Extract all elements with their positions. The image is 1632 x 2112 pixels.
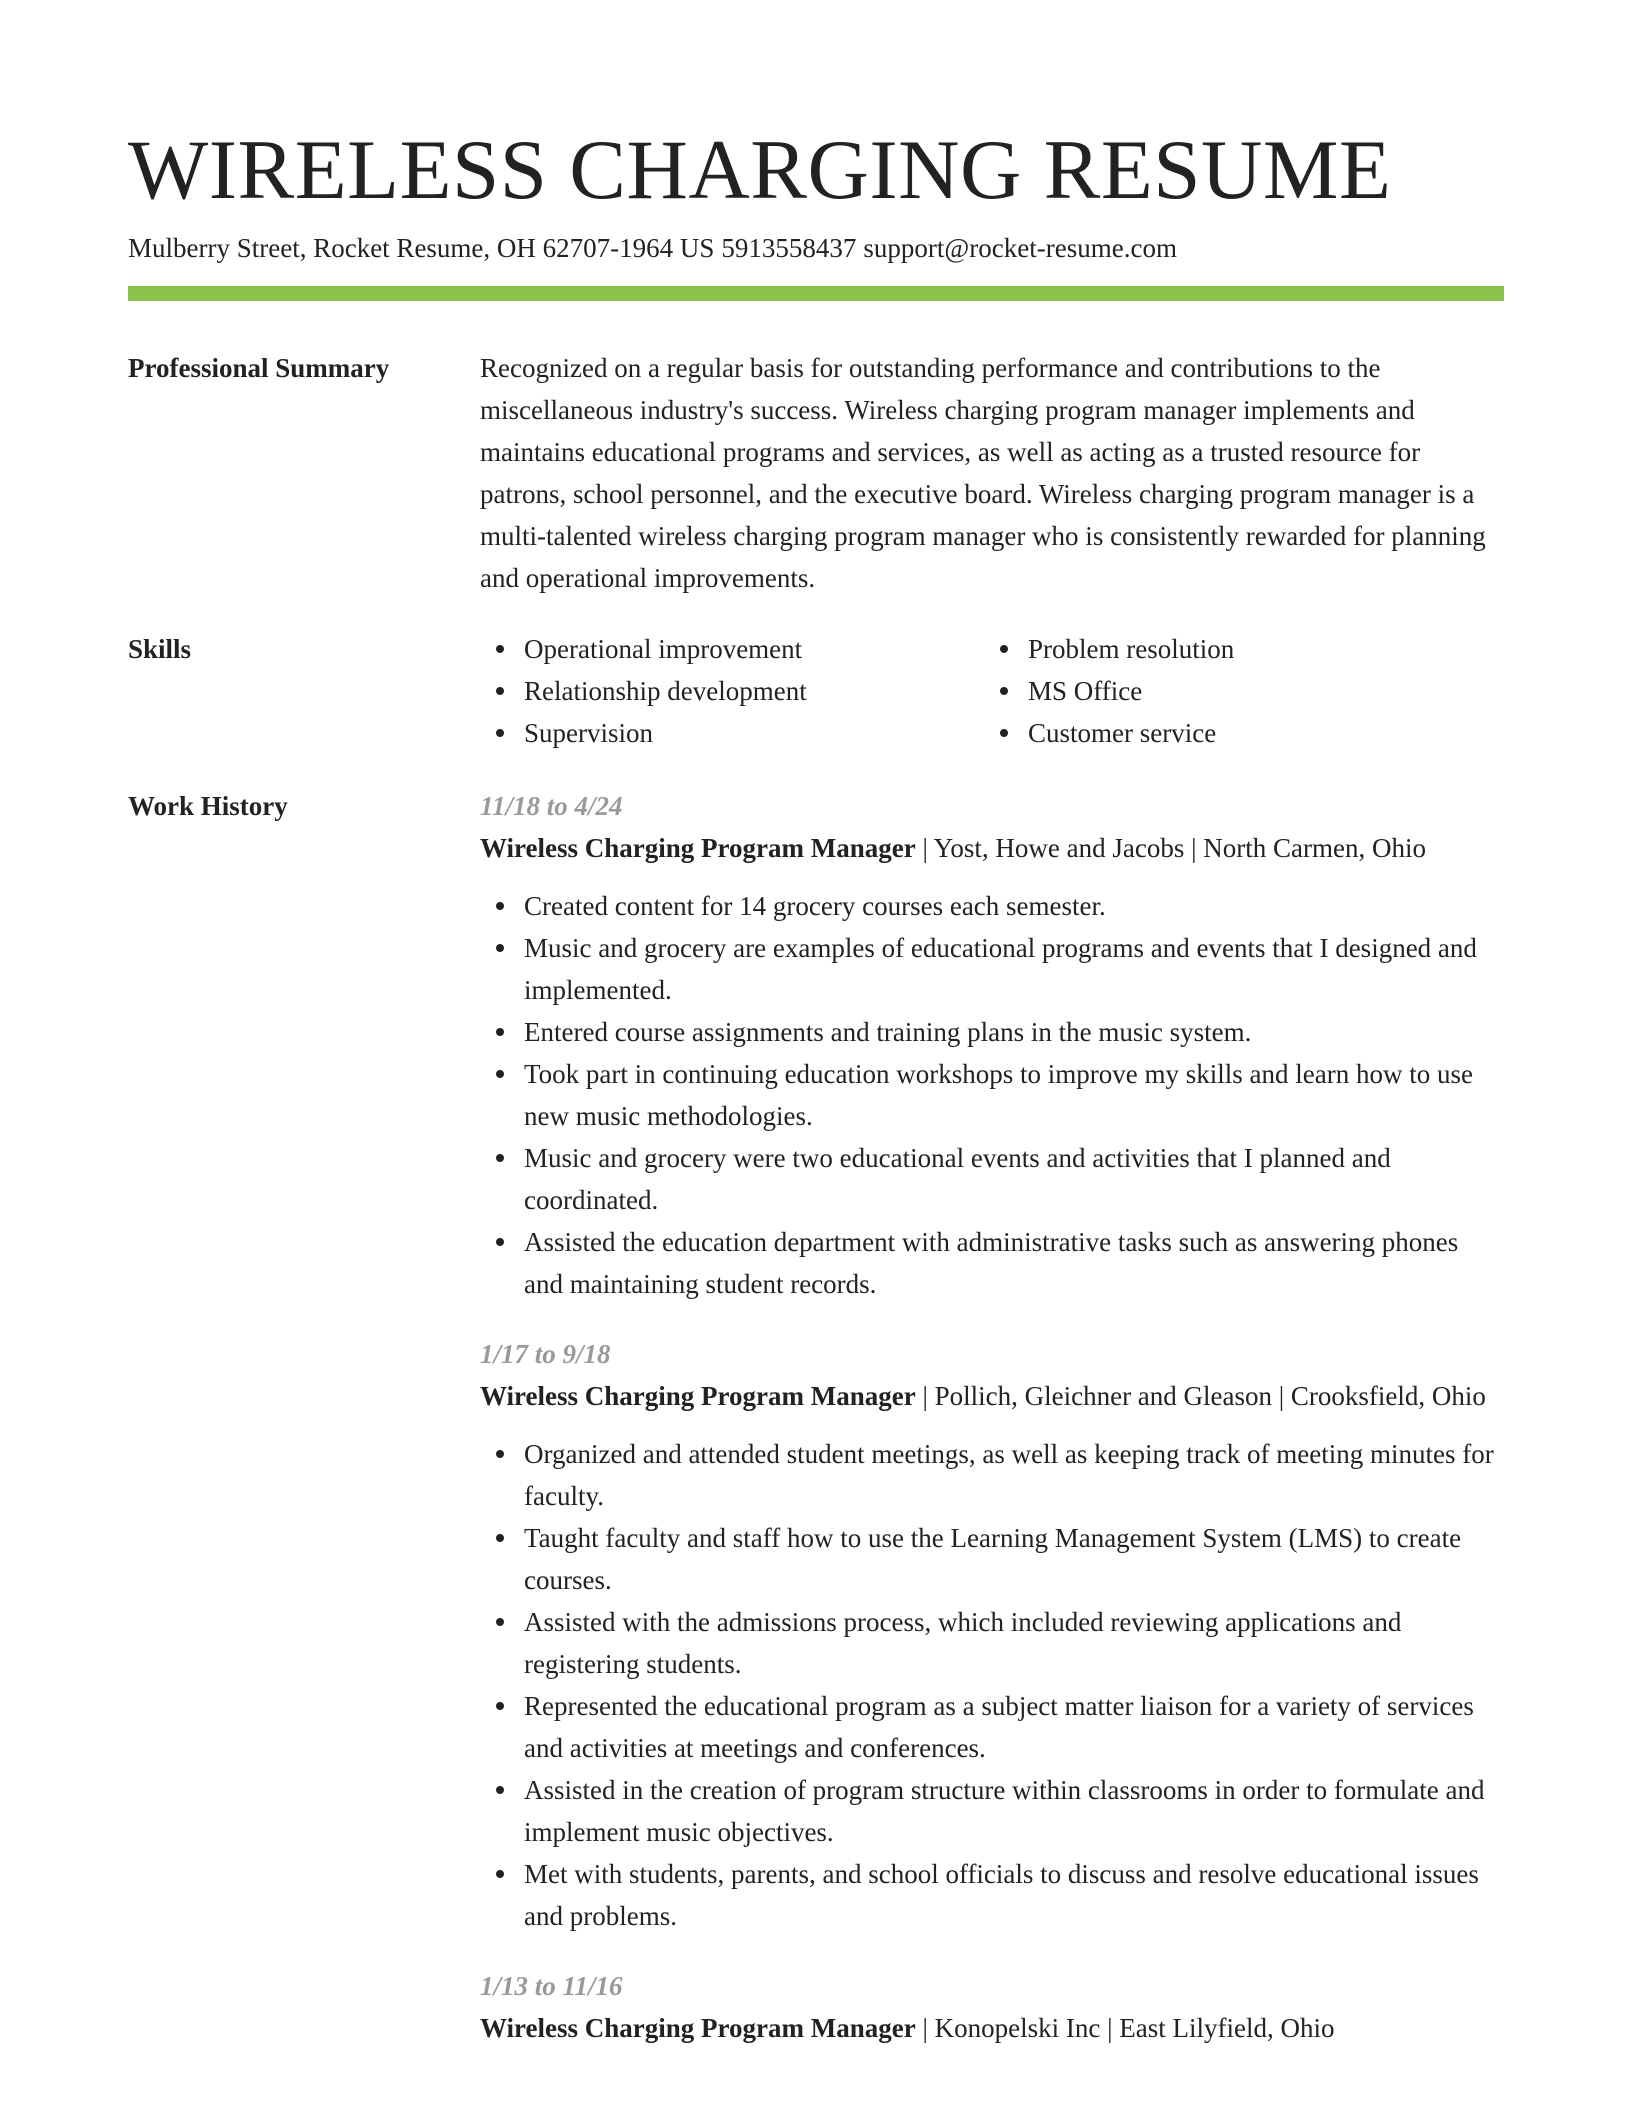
contact-email[interactable]: support@rocket-resume.com — [863, 233, 1177, 263]
summary-text: Recognized on a regular basis for outstanding performance and contributions to the miscellaneous industry's success. Wireless charging program manager implements and maintains educational programs and services, as well as acting as a trusted resource for patrons, school personnel, and the executive board. Wireless charging program manager is a multi-talented wireless charging program manager who is consistently rewarded for planning and operational improvements. — [480, 353, 1486, 593]
job-bullet: Assisted in the creation of program structure within classrooms in order to formulate and implement music objectives. — [480, 1769, 1504, 1853]
job-entry — [480, 1333, 1504, 1937]
resume-title: WIRELESS CHARGING RESUME — [128, 123, 1392, 217]
skill-item: Problem resolution — [984, 628, 1488, 670]
skills-grid — [480, 628, 1504, 754]
skills-heading: Skills — [128, 634, 192, 664]
job-dates: 1/13 to 11/16 — [480, 1971, 623, 2001]
job-bullet: Assisted with the admissions process, which included reviewing applications and registering students. — [480, 1601, 1504, 1685]
job-title: Wireless Charging Program Manager — [480, 1381, 916, 1411]
job-title: Wireless Charging Program Manager — [480, 2013, 916, 2043]
job-dates: 11/18 to 4/24 — [480, 791, 623, 821]
job-title-line — [480, 827, 1504, 869]
job-bullet: Music and grocery are examples of educational programs and events that I designed and implemented. — [480, 927, 1504, 1011]
job-entry — [480, 1965, 1504, 2049]
job-bullet: Taught faculty and staff how to use the Learning Management System (LMS) to create courses. — [480, 1517, 1504, 1601]
summary-heading: Professional Summary — [128, 353, 390, 383]
job-details: | Yost, Howe and Jacobs | North Carmen, Ohio — [915, 833, 1426, 863]
skill-item: Relationship development — [480, 670, 984, 712]
header-divider — [128, 286, 1504, 301]
skill-item: Supervision — [480, 712, 984, 754]
job-bullet: Entered course assignments and training plans in the music system. — [480, 1011, 1504, 1053]
job-bullet: Took part in continuing education workshops to improve my skills and learn how to use new music methodologies. — [480, 1053, 1504, 1137]
job-bullet: Created content for 14 grocery courses each semester. — [480, 885, 1504, 927]
job-title-line — [480, 2007, 1504, 2049]
job-entry — [480, 785, 1504, 1305]
job-bullets — [480, 1433, 1504, 1937]
skill-item: MS Office — [984, 670, 1488, 712]
job-bullet: Represented the educational program as a subject matter liaison for a variety of services and activities at meetings and conferences. — [480, 1685, 1504, 1769]
job-dates: 1/17 to 9/18 — [480, 1339, 611, 1369]
skill-item: Customer service — [984, 712, 1488, 754]
job-bullet: Assisted the education department with administrative tasks such as answering phones and maintaining student records. — [480, 1221, 1504, 1305]
contact-address: Mulberry Street, Rocket Resume, OH 62707-1964 US — [128, 233, 715, 263]
skills-column-left — [480, 628, 984, 754]
job-details: | Konopelski Inc | East Lilyfield, Ohio — [915, 2013, 1335, 2043]
job-bullet: Music and grocery were two educational events and activities that I planned and coordinated. — [480, 1137, 1504, 1221]
skill-item: Operational improvement — [480, 628, 984, 670]
skills-column-right — [984, 628, 1488, 754]
job-details: | Pollich, Gleichner and Gleason | Crooksfield, Ohio — [915, 1381, 1486, 1411]
work-history-heading: Work History — [128, 791, 288, 821]
contact-phone: 5913558437 — [721, 233, 857, 263]
job-title: Wireless Charging Program Manager — [480, 833, 916, 863]
job-title-line — [480, 1375, 1504, 1417]
job-bullet: Organized and attended student meetings, as well as keeping track of meeting minutes for faculty. — [480, 1433, 1504, 1517]
contact-line — [128, 230, 1177, 266]
job-bullet: Met with students, parents, and school officials to discuss and resolve educational issues and problems. — [480, 1853, 1504, 1937]
job-bullets — [480, 885, 1504, 1305]
